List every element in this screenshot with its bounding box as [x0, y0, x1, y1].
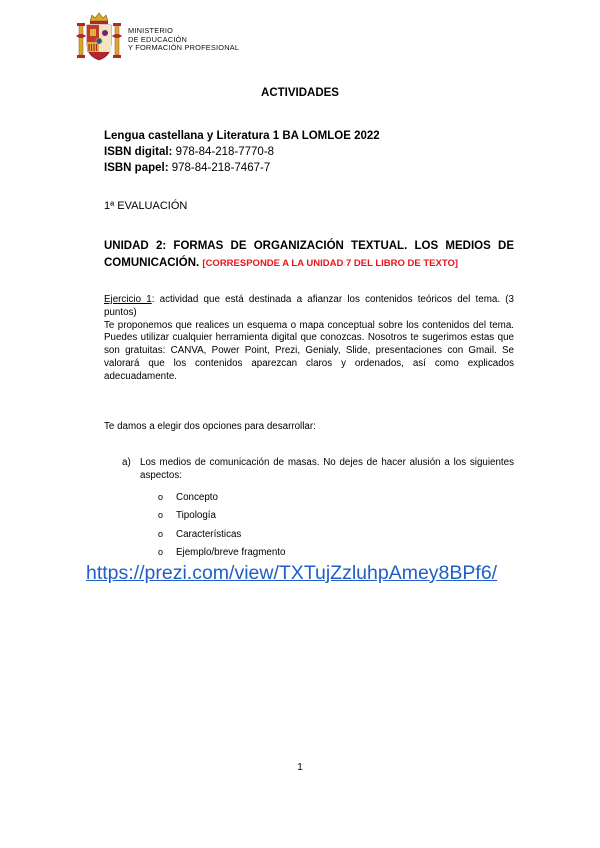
- list-item: [158, 488, 514, 507]
- bullet-icon: o: [158, 510, 164, 521]
- aspect-caracteristicas: Características: [176, 528, 242, 540]
- list-item: [158, 525, 514, 544]
- option-a-letter: a): [122, 457, 131, 468]
- isbn-paper-label: ISBN papel:: [104, 162, 169, 174]
- ministry-line-3: Y FORMACIÓN PROFESIONAL: [128, 43, 240, 53]
- bullet-icon: o: [158, 547, 164, 558]
- aspect-ejemplo: Ejemplo/breve fragmento: [176, 547, 286, 559]
- exercise-1: [104, 294, 514, 384]
- list-item: [158, 507, 514, 526]
- book-subject: Lengua castellana y Literatura 1 BA LOMLOE 2022: [104, 130, 380, 142]
- choose-options-text: Te damos a elegir dos opciones para desarrollar:: [104, 421, 316, 432]
- option-a: [122, 456, 514, 482]
- unit-heading: UNIDAD 2: FORMAS DE ORGANIZACIÓN TEXTUAL. LOS MEDIOS DE COMUNICACIÓN.: [104, 240, 514, 269]
- aspect-tipologia: Tipología: [176, 510, 216, 522]
- unit-heading-block: [104, 238, 514, 272]
- unit-note: [CORRESPONDE A LA UNIDAD 7 DEL LIBRO DE TEXTO]: [202, 258, 459, 269]
- evaluation-heading: 1ª EVALUACIÓN: [104, 200, 188, 212]
- isbn-digital-label: ISBN digital:: [104, 146, 173, 158]
- isbn-digital-value: 978-84-218-7770-8: [175, 146, 275, 158]
- aspect-concepto: Concepto: [176, 491, 218, 503]
- ministry-name: [128, 27, 239, 53]
- page-title: ACTIVIDADES: [261, 87, 339, 99]
- coat-of-arms-icon: [76, 12, 122, 62]
- isbn-paper-value: 978-84-218-7467-7: [171, 162, 271, 174]
- bullet-icon: o: [158, 528, 164, 539]
- book-info: [104, 128, 380, 176]
- option-a-aspects: [158, 488, 514, 562]
- exercise-body: Te proponemos que realices un esquema o mapa conceptual sobre los contenidos del tema. Puedes utilizar cualquier herramienta digital que conozcas. Nosotros te sugerimos estas que son gratuitas: CANVA, Power Point, Prezi, Genialy, Slide, presentaciones con Gmail. Se valorará que los contenidos aparezcan claros y ordenados, así como explicados adecuadamente.: [104, 319, 514, 382]
- list-item: [158, 544, 514, 563]
- prezi-link[interactable]: https://prezi.com/view/TXTujZzluhpAmey8BPf6/: [86, 562, 498, 584]
- bullet-icon: o: [158, 491, 164, 502]
- exercise-intro: : actividad que está destinada a afianzar los contenidos teóricos del tema. (3 puntos): [104, 294, 514, 318]
- ministry-line-1: MINISTERIO: [128, 26, 174, 35]
- ministry-header: [76, 12, 239, 62]
- option-list: [122, 456, 514, 562]
- option-a-text: Los medios de comunicación de masas. No dejes de hacer alusión a los siguientes aspectos:: [140, 457, 514, 481]
- page-number: 1: [297, 762, 303, 773]
- exercise-label: Ejercicio 1: [104, 294, 152, 305]
- ministry-line-2: DE EDUCACIÓN: [128, 34, 188, 44]
